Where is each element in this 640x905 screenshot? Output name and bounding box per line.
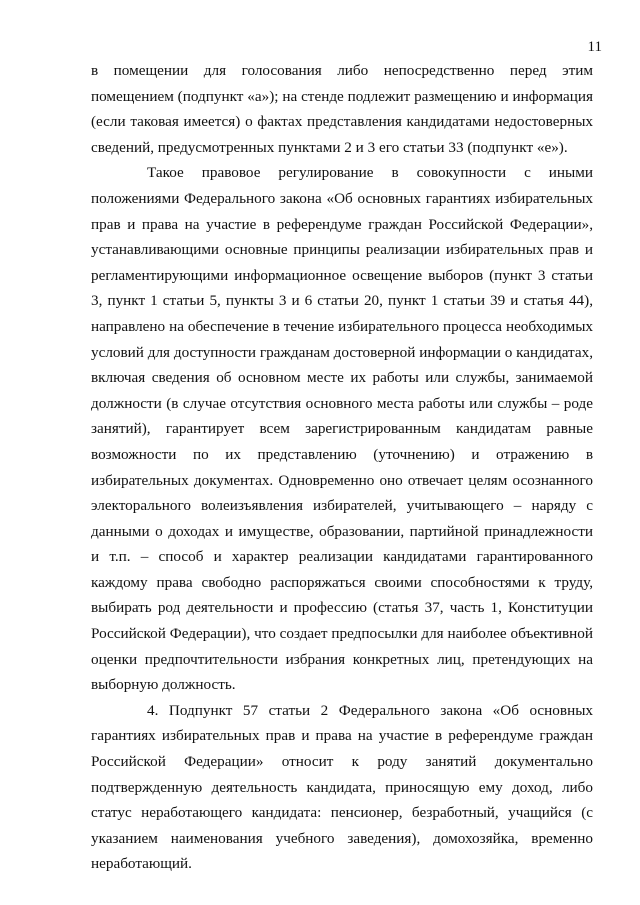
document-body xyxy=(91,58,593,877)
paragraph-item-4: 4. Подпункт 57 статьи 2 Федерального закона «Об основных гарантиях избирательных прав и права на участие в референдуме граждан Российской Федерации» относит к роду занятий документально подтвержденную деятельность кандидата, приносящую ему доход, либо статус неработающего кандидата: пенсионер, безработный, учащийся (с указанием наименования учебного заведения), домохозяйка, временно неработающий. xyxy=(91,701,593,873)
paragraph-legal-regulation: Такое правовое регулирование в совокупности с иными положениями Федерального закона «Об основных гарантиях избирательных прав и права на участие в референдуме граждан Российской Федерации», устанавливающими основные принципы реализации избирательных прав и регламентирующими информационное освещение выборов (пункт 3 статьи 3, пункт 1 статьи 5, пункты 3 и 6 статьи 20, пункт 1 статьи 39 и статья 44), направлено на обеспечение в течение избирательного процесса необходимых условий для доступности гражданам достоверной информации о кандидатах, включая сведения об основном месте их работы или службы, занимаемой должности (в случае отсутствия основного места работы или службы – роде занятий), гарантирует всем зарегистрированным кандидатам равные возможности по их представлению (уточнению) и отражению в избирательных документах. Одновременно оно отвечает целям осознанного электорального волеизъявления избирателей, учитывающего – наряду с данными о доходах и имуществе, образовании, партийной принадлежности и т.п. – способ и характер реализации кандидатами гарантированного каждому права свободно распоряжаться своими способностями к труду, выбирать род деятельности и профессию (статья 37, часть 1, Конституции Российской Федерации), что создает предпосылки для наиболее объективной оценки предпочтительности избрания конкретных лиц, претендующих на выборную должность. xyxy=(91,164,593,694)
page-number: 11 xyxy=(587,39,602,55)
paragraph-continuation: в помещении для голосования либо непосредственно перед этим помещением (подпункт «а»); на стенде подлежит размещению и информация (если таковая имеется) о фактах представления кандидатами недостоверных сведений, предусмотренных пунктами 2 и 3 его статьи 33 (подпункт «е»). xyxy=(91,62,593,156)
